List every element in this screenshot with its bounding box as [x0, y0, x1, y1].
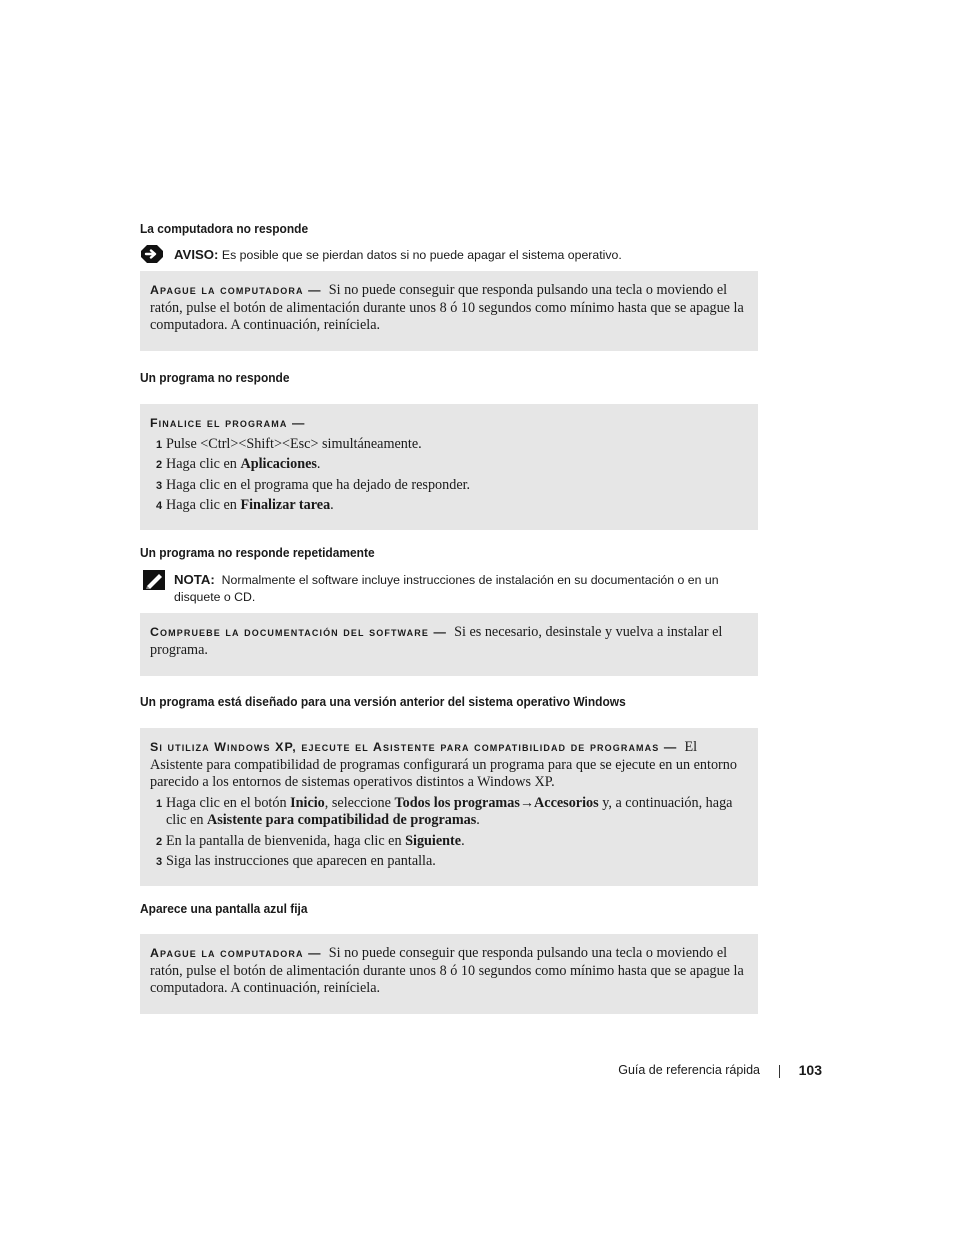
procedure-text: Si no puede conseguir que responda pulsando una tecla o moviendo el ratón, pulse el botón de alimentación durante unos 8 ó 10 segundos como mínimo hasta que se apague la computadora. A continuación, reiníciela.: [150, 282, 744, 333]
steps-list: [150, 436, 748, 515]
steps-list: [150, 795, 748, 871]
step-number: 3: [156, 479, 163, 492]
step-emphasis: Finalizar tarea: [240, 497, 331, 513]
step: [150, 853, 748, 871]
step-text: Haga clic en: [166, 497, 241, 513]
procedure-text: El Asistente para compatibilidad de programas configurará un programa para que se ejecute en un entorno parecido a los entornos de sistemas operativos distintos a Windows XP.: [150, 739, 737, 790]
step-text: Haga clic en el botón: [166, 794, 291, 811]
procedure-box-compatibility-wizard: [140, 728, 758, 886]
section-heading-program-repeatedly-not-responding: Un programa no responde repetidamente: [140, 545, 375, 560]
step-text: .: [316, 456, 321, 472]
procedure-title: Finalice el programa —: [150, 416, 306, 430]
page-number: 103: [798, 1062, 822, 1078]
step-number: 1: [156, 797, 163, 810]
notice-icon: [140, 244, 164, 269]
procedure-title: Apague la computadora —: [150, 283, 322, 297]
step-text: .: [461, 832, 465, 849]
step-text: .: [330, 497, 334, 513]
step-emphasis: Asistente para compatibilidad de programas: [206, 812, 477, 828]
step-emphasis: Siguiente: [405, 832, 462, 849]
step-text: En la pantalla de bienvenida, haga clic en: [166, 832, 406, 849]
note-text: Normalmente el software incluye instrucciones de instalación en su documentación o en un disquete o CD.: [174, 573, 719, 604]
step: [150, 497, 748, 515]
footer-separator: [779, 1065, 780, 1078]
note: [140, 571, 760, 606]
pencil-note-icon: [143, 570, 165, 595]
note-label: NOTA:: [174, 572, 215, 587]
step-text: Haga clic en el programa que ha dejado de responder.: [166, 476, 471, 493]
step-number: 3: [156, 856, 163, 868]
procedure-text: Si es necesario, desinstale y vuelva a instalar el programa.: [150, 624, 723, 658]
procedure-text: Si no puede conseguir que responda pulsando una tecla o moviendo el ratón, pulse el botón de alimentación durante unos 8 ó 10 segundos como mínimo hasta que se apague la computadora. A continuación, reiníciela.: [150, 945, 744, 996]
procedure-title: Apague la computadora —: [150, 946, 322, 960]
procedure-box-end-program: [140, 404, 758, 530]
notice-label: AVISO:: [174, 247, 219, 262]
step-number: 2: [156, 835, 163, 848]
step-number: 1: [156, 438, 163, 451]
procedure-box-shutdown-bluescreen: [140, 934, 758, 1014]
step-number: 2: [156, 459, 163, 471]
section-heading-older-windows-program: Un programa está diseñado para una versión anterior del sistema operativo Windows: [140, 694, 626, 709]
step-text: , seleccione: [324, 794, 395, 811]
step: [150, 477, 748, 495]
step: [150, 436, 748, 454]
step: [150, 456, 748, 474]
step-text: Haga clic en: [166, 456, 241, 472]
procedure-box-shutdown: [140, 271, 758, 351]
procedure-title: Compruebe la documentación del software —: [150, 625, 447, 639]
step-text: .: [476, 812, 480, 828]
procedure-title: Si utiliza Windows XP, ejecute el Asistente para compatibilidad de programas —: [150, 740, 678, 754]
section-heading-program-not-responding: Un programa no responde: [140, 370, 290, 385]
page-footer: [560, 1062, 822, 1080]
step-text: Siga las instrucciones que aparecen en pantalla.: [166, 853, 436, 869]
step-emphasis: Aplicaciones: [240, 456, 317, 472]
procedure-box-check-documentation: [140, 613, 758, 676]
step: [150, 795, 748, 830]
step-number: 4: [156, 500, 163, 512]
arrow-icon: →: [519, 794, 535, 811]
step-text: y, a continuación, haga clic en: [166, 794, 733, 828]
step-emphasis: Todos los programas: [394, 794, 520, 811]
section-heading-blue-screen: Aparece una pantalla azul fija: [140, 901, 308, 916]
step-text: Pulse <Ctrl><Shift><Esc> simultáneamente.: [166, 435, 422, 452]
notice: [140, 246, 760, 264]
step: [150, 833, 748, 851]
step-emphasis: Inicio: [290, 794, 325, 811]
footer-title: Guía de referencia rápida: [618, 1063, 760, 1077]
section-heading-computer-not-responding: La computadora no responde: [140, 221, 309, 236]
step-emphasis: Accesorios: [534, 794, 599, 811]
notice-text: Es posible que se pierdan datos si no puede apagar el sistema operativo.: [221, 248, 622, 262]
